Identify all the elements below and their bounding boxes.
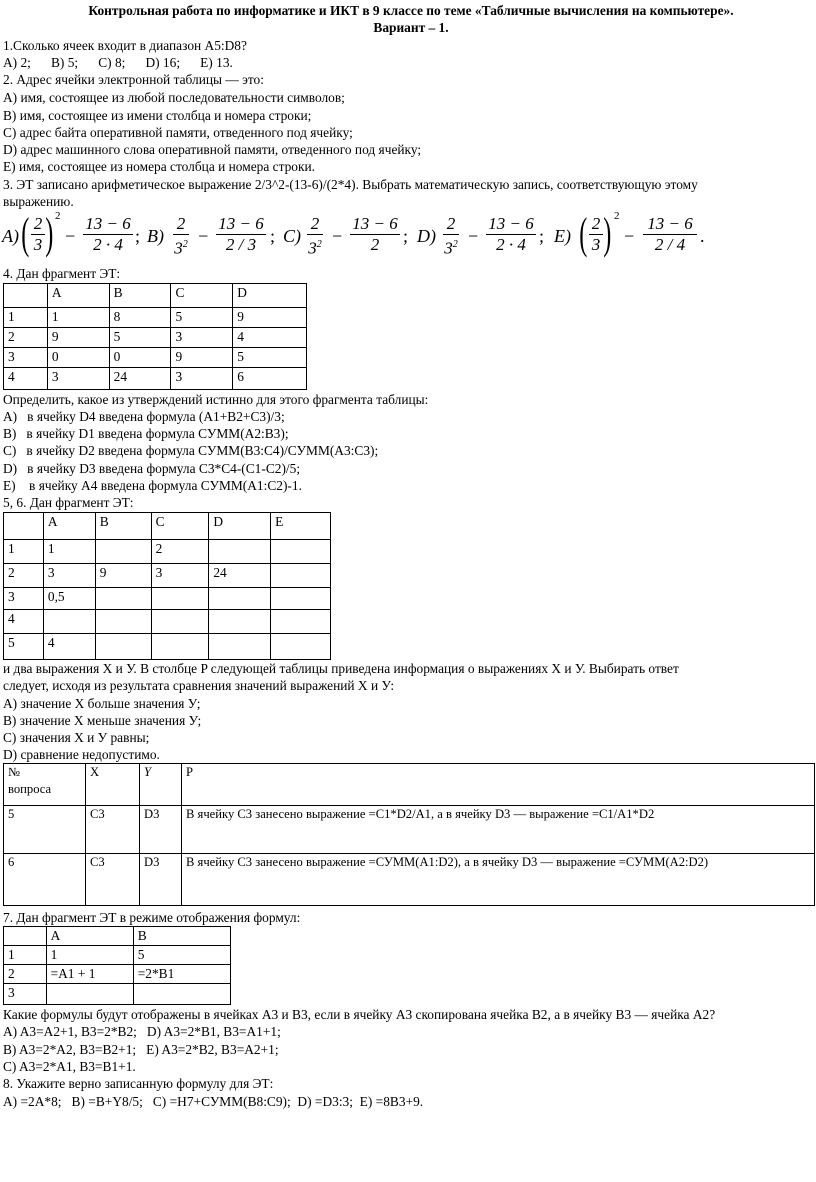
formula-a-frac-1: 2 3 xyxy=(30,214,46,255)
formula-c-minus: − xyxy=(331,226,344,246)
q4-table xyxy=(3,283,307,390)
table-row xyxy=(4,946,231,965)
table-row xyxy=(4,564,331,588)
table-header-cell: D xyxy=(209,513,271,540)
table-cell: 4 xyxy=(4,610,44,634)
table-cell: C3 xyxy=(86,806,140,854)
q56-header-row xyxy=(4,513,331,540)
table-cell: 5 xyxy=(4,634,44,660)
table-cell: 0 xyxy=(47,348,109,368)
table-cell: 6 xyxy=(4,854,86,906)
formula-label-c: C) xyxy=(283,226,301,246)
table-cell xyxy=(95,610,151,634)
table-cell xyxy=(209,540,271,564)
table-cell xyxy=(271,634,331,660)
table-cell: 5 xyxy=(171,308,233,328)
header-number-line-1: № xyxy=(8,765,21,779)
q2-option-e: E) имя, состоящее из номера столбца и номера строки. xyxy=(3,159,316,174)
table-cell: 5 xyxy=(133,946,230,965)
table-cell xyxy=(133,984,230,1005)
table-header-cell xyxy=(4,284,48,308)
formula-a-minus: − xyxy=(64,226,77,246)
q4-option-e: E) в ячейку A4 введена формула СУММ(A1:C2)-1. xyxy=(3,478,302,493)
q8-answers: A) =2A*8; B) =B+Y8/5; C) =H7+СУММ(B8:C9); D) =D3:3; E) =8B3+9. xyxy=(3,1094,424,1109)
table-cell xyxy=(271,540,331,564)
table-cell: 0,5 xyxy=(43,588,95,610)
table-cell xyxy=(151,588,209,610)
table-header-cell xyxy=(4,927,47,946)
table-row xyxy=(4,854,815,906)
table-cell: 5 xyxy=(109,328,171,348)
q4-header-row xyxy=(4,284,307,308)
table-row xyxy=(4,368,307,390)
q2-question: 2. Адрес ячейки электронной таблицы — это: xyxy=(3,72,264,87)
table-cell: 3 xyxy=(47,368,109,390)
formula-c-frac-2: 13 − 6 2 xyxy=(349,214,401,255)
table-header-cell xyxy=(4,764,86,806)
formula-d-frac-1: 2 $3^2$ xyxy=(444,214,458,258)
q56-expressions-header-row xyxy=(4,764,815,806)
q7-option-c: C) A3=2*A1, B3=B1+1. xyxy=(3,1059,136,1074)
table-cell: 3 xyxy=(4,348,48,368)
table-cell: 1 xyxy=(4,308,48,328)
q7-header-row xyxy=(4,927,231,946)
formula-b-frac-1: 2 $3^2$ xyxy=(174,214,188,258)
formula-b-semicolon: ; xyxy=(270,226,276,246)
formula-d-minus: − xyxy=(467,226,480,246)
table-cell xyxy=(95,634,151,660)
q1-answers: A) 2; B) 5; C) 8; D) 16; E) 13. xyxy=(3,55,233,70)
q3-question-line-2: выражению. xyxy=(3,194,74,209)
q8-question: 8. Укажите верно записанную формулу для ЭТ: xyxy=(3,1076,274,1091)
table-cell xyxy=(209,610,271,634)
formula-e-right-paren: ) xyxy=(603,209,612,258)
q56-option-d: D) сравнение недопустимо. xyxy=(3,747,160,762)
table-cell: D3 xyxy=(140,854,182,906)
table-header-cell: A xyxy=(43,513,95,540)
table-cell: C3 xyxy=(86,854,140,906)
table-cell: =A1 + 1 xyxy=(46,965,133,984)
table-cell xyxy=(46,984,133,1005)
table-cell: 0 xyxy=(109,348,171,368)
table-row xyxy=(4,806,815,854)
q56-table xyxy=(3,512,331,660)
q7-table xyxy=(3,926,231,1005)
table-cell: 3 xyxy=(4,984,47,1005)
table-row xyxy=(4,588,331,610)
table-cell: 4 xyxy=(233,328,307,348)
table-row xyxy=(4,984,231,1005)
formula-label-d: D) xyxy=(417,226,436,246)
formula-e-left-paren: ( xyxy=(579,209,588,258)
table-cell: 1 xyxy=(46,946,133,965)
table-header-cell: P xyxy=(182,764,815,806)
q56-option-b: B) значение X меньше значения У; xyxy=(3,713,202,728)
table-cell xyxy=(95,588,151,610)
worksheet-title xyxy=(0,2,816,36)
table-header-cell: E xyxy=(271,513,331,540)
q7-question: Какие формулы будут отображены в ячейках A3 и B3, если в ячейку A3 скопирована ячейка B2, а в ячейку B3 — ячейка A2? xyxy=(3,1007,716,1022)
formula-d-frac-2: 13 − 6 2 · 4 xyxy=(485,214,537,255)
table-cell: 9 xyxy=(95,564,151,588)
table-cell: 4 xyxy=(43,634,95,660)
table-cell xyxy=(95,540,151,564)
formula-b-frac-2: 13 − 6 2 / 3 xyxy=(215,214,267,255)
table-cell: 3 xyxy=(43,564,95,588)
table-cell xyxy=(151,634,209,660)
formula-label-e: E) xyxy=(554,226,571,246)
table-cell: 3 xyxy=(151,564,209,588)
table-cell: =2*B1 xyxy=(133,965,230,984)
formula-a-frac-2: 13 − 6 2 · 4 xyxy=(82,214,134,255)
table-cell: 1 xyxy=(47,308,109,328)
table-row xyxy=(4,610,331,634)
title-line-1: Контрольная работа по информатике и ИКТ в 9 классе по теме «Табличные вычисления на компьютере». xyxy=(88,3,734,18)
q4-intro: 4. Дан фрагмент ЭТ: xyxy=(3,266,121,281)
table-cell: 24 xyxy=(209,564,271,588)
header-number-line-2: вопроса xyxy=(8,782,52,796)
formula-e-period: . xyxy=(700,226,705,246)
table-cell: 5 xyxy=(233,348,307,368)
table-cell xyxy=(209,634,271,660)
table-cell: 5 xyxy=(4,806,86,854)
table-cell: 1 xyxy=(43,540,95,564)
table-row xyxy=(4,328,307,348)
formula-label-a: A) xyxy=(2,226,19,246)
formula-a-right-paren: ) xyxy=(45,209,54,258)
table-header-cell: B xyxy=(133,927,230,946)
table-cell: 2 xyxy=(4,564,44,588)
table-header-cell xyxy=(4,513,44,540)
q1-question: 1.Сколько ячеек входит в диапазон A5:D8? xyxy=(3,38,247,53)
table-cell: 8 xyxy=(109,308,171,328)
formula-label-b: B) xyxy=(147,226,164,246)
table-cell: 2 xyxy=(4,328,48,348)
table-header-cell: C xyxy=(151,513,209,540)
table-header-cell: A xyxy=(47,284,109,308)
q56-text-line-2: следует, исходя из результата сравнения значений выражений X и У: xyxy=(3,678,395,693)
formula-a-semicolon: ; xyxy=(135,226,141,246)
formula-a-left-paren: ( xyxy=(21,209,30,258)
table-row xyxy=(4,634,331,660)
table-cell: 2 xyxy=(4,965,47,984)
table-cell: D3 xyxy=(140,806,182,854)
q2-option-c: C) адрес байта оперативной памяти, отведенного под ячейку; xyxy=(3,125,353,140)
table-header-cell: C xyxy=(171,284,233,308)
formula-a-square: 2 xyxy=(55,210,61,222)
table-row xyxy=(4,308,307,328)
table-cell: 1 xyxy=(4,946,47,965)
formula-c-frac-1: 2 $3^2$ xyxy=(308,214,322,258)
q2-option-b: B) имя, состоящее из имени столбца и номера строки; xyxy=(3,108,312,123)
table-header-cell: Y xyxy=(140,764,182,806)
table-cell: 9 xyxy=(233,308,307,328)
table-cell: 9 xyxy=(171,348,233,368)
table-cell: 2 xyxy=(151,540,209,564)
q56-text-line-1: и два выражения X и У. В столбце P следующей таблицы приведена информация о выражениях X и У. Выбирать ответ xyxy=(3,661,679,676)
formula-b-minus: − xyxy=(197,226,210,246)
table-cell xyxy=(271,588,331,610)
formula-d-semicolon: ; xyxy=(539,226,545,246)
table-cell: 4 xyxy=(4,368,48,390)
q4-option-d: D) в ячейку D3 введена формула C3*C4-(C1-C2)/5; xyxy=(3,461,301,476)
table-cell: В ячейку C3 занесено выражение =C1*D2/A1, а в ячейку D3 — выражение =C1/A1*D2 xyxy=(182,806,815,854)
table-header-cell: D xyxy=(233,284,307,308)
table-header-cell: B xyxy=(109,284,171,308)
table-cell: В ячейку C3 занесено выражение =СУММ(A1:D2), а в ячейку D3 — выражение =СУММ(A2:D2) xyxy=(182,854,815,906)
table-cell xyxy=(271,610,331,634)
formula-e-frac-2: 13 − 6 2 / 4 xyxy=(642,214,698,255)
q56-expressions-table xyxy=(3,763,815,906)
table-cell: 3 xyxy=(4,588,44,610)
q4-option-a: A) в ячейку D4 введена формула (A1+B2+C3)/3; xyxy=(3,409,285,424)
table-cell xyxy=(151,610,209,634)
formula-e-frac-1: 2 3 xyxy=(588,214,604,255)
q4-question: Определить, какое из утверждений истинно для этого фрагмента таблицы: xyxy=(3,392,429,407)
table-row xyxy=(4,348,307,368)
table-cell xyxy=(43,610,95,634)
table-cell: 3 xyxy=(171,328,233,348)
formula-e-minus: − xyxy=(623,226,636,246)
q56-intro: 5, 6. Дан фрагмент ЭТ: xyxy=(3,495,134,510)
table-header-cell: A xyxy=(46,927,133,946)
q7-options-a-d: A) A3=A2+1, B3=2*B2; D) A3=2*B1, B3=A1+1; xyxy=(3,1024,281,1039)
q7-options-b-e: B) A3=2*A2, B3=B2+1; E) A3=2*B2, B3=A2+1; xyxy=(3,1042,279,1057)
q56-option-c: C) значения X и У равны; xyxy=(3,730,150,745)
table-cell: 9 xyxy=(47,328,109,348)
formula-c-semicolon: ; xyxy=(403,226,409,246)
q56-option-a: A) значение X больше значения У; xyxy=(3,696,201,711)
title-line-2: Вариант – 1. xyxy=(373,20,449,35)
table-cell: 6 xyxy=(233,368,307,390)
q3-question-line-1: 3. ЭТ записано арифметическое выражение 2/3^2-(13-6)/(2*4). Выбрать математическую запись, соответствующую этому xyxy=(3,177,698,192)
table-header-cell: B xyxy=(95,513,151,540)
table-header-cell: X xyxy=(86,764,140,806)
table-cell: 1 xyxy=(4,540,44,564)
q3-formula-options xyxy=(2,208,814,266)
q4-option-b: B) в ячейку D1 введена формула СУММ(A2:B3); xyxy=(3,426,289,441)
formula-e-square: 2 xyxy=(614,210,620,222)
table-cell: 3 xyxy=(171,368,233,390)
q7-intro: 7. Дан фрагмент ЭТ в режиме отображения формул: xyxy=(3,910,301,925)
table-cell xyxy=(209,588,271,610)
table-cell: 24 xyxy=(109,368,171,390)
q2-option-d: D) адрес машинного слова оперативной памяти, отведенного под ячейку; xyxy=(3,142,422,157)
table-cell xyxy=(271,564,331,588)
q4-option-c: C) в ячейку D2 введена формула СУММ(B3:C4)/СУММ(A3:C3); xyxy=(3,443,379,458)
q2-option-a: A) имя, состоящее из любой последовательности символов; xyxy=(3,90,345,105)
table-row xyxy=(4,965,231,984)
table-row xyxy=(4,540,331,564)
